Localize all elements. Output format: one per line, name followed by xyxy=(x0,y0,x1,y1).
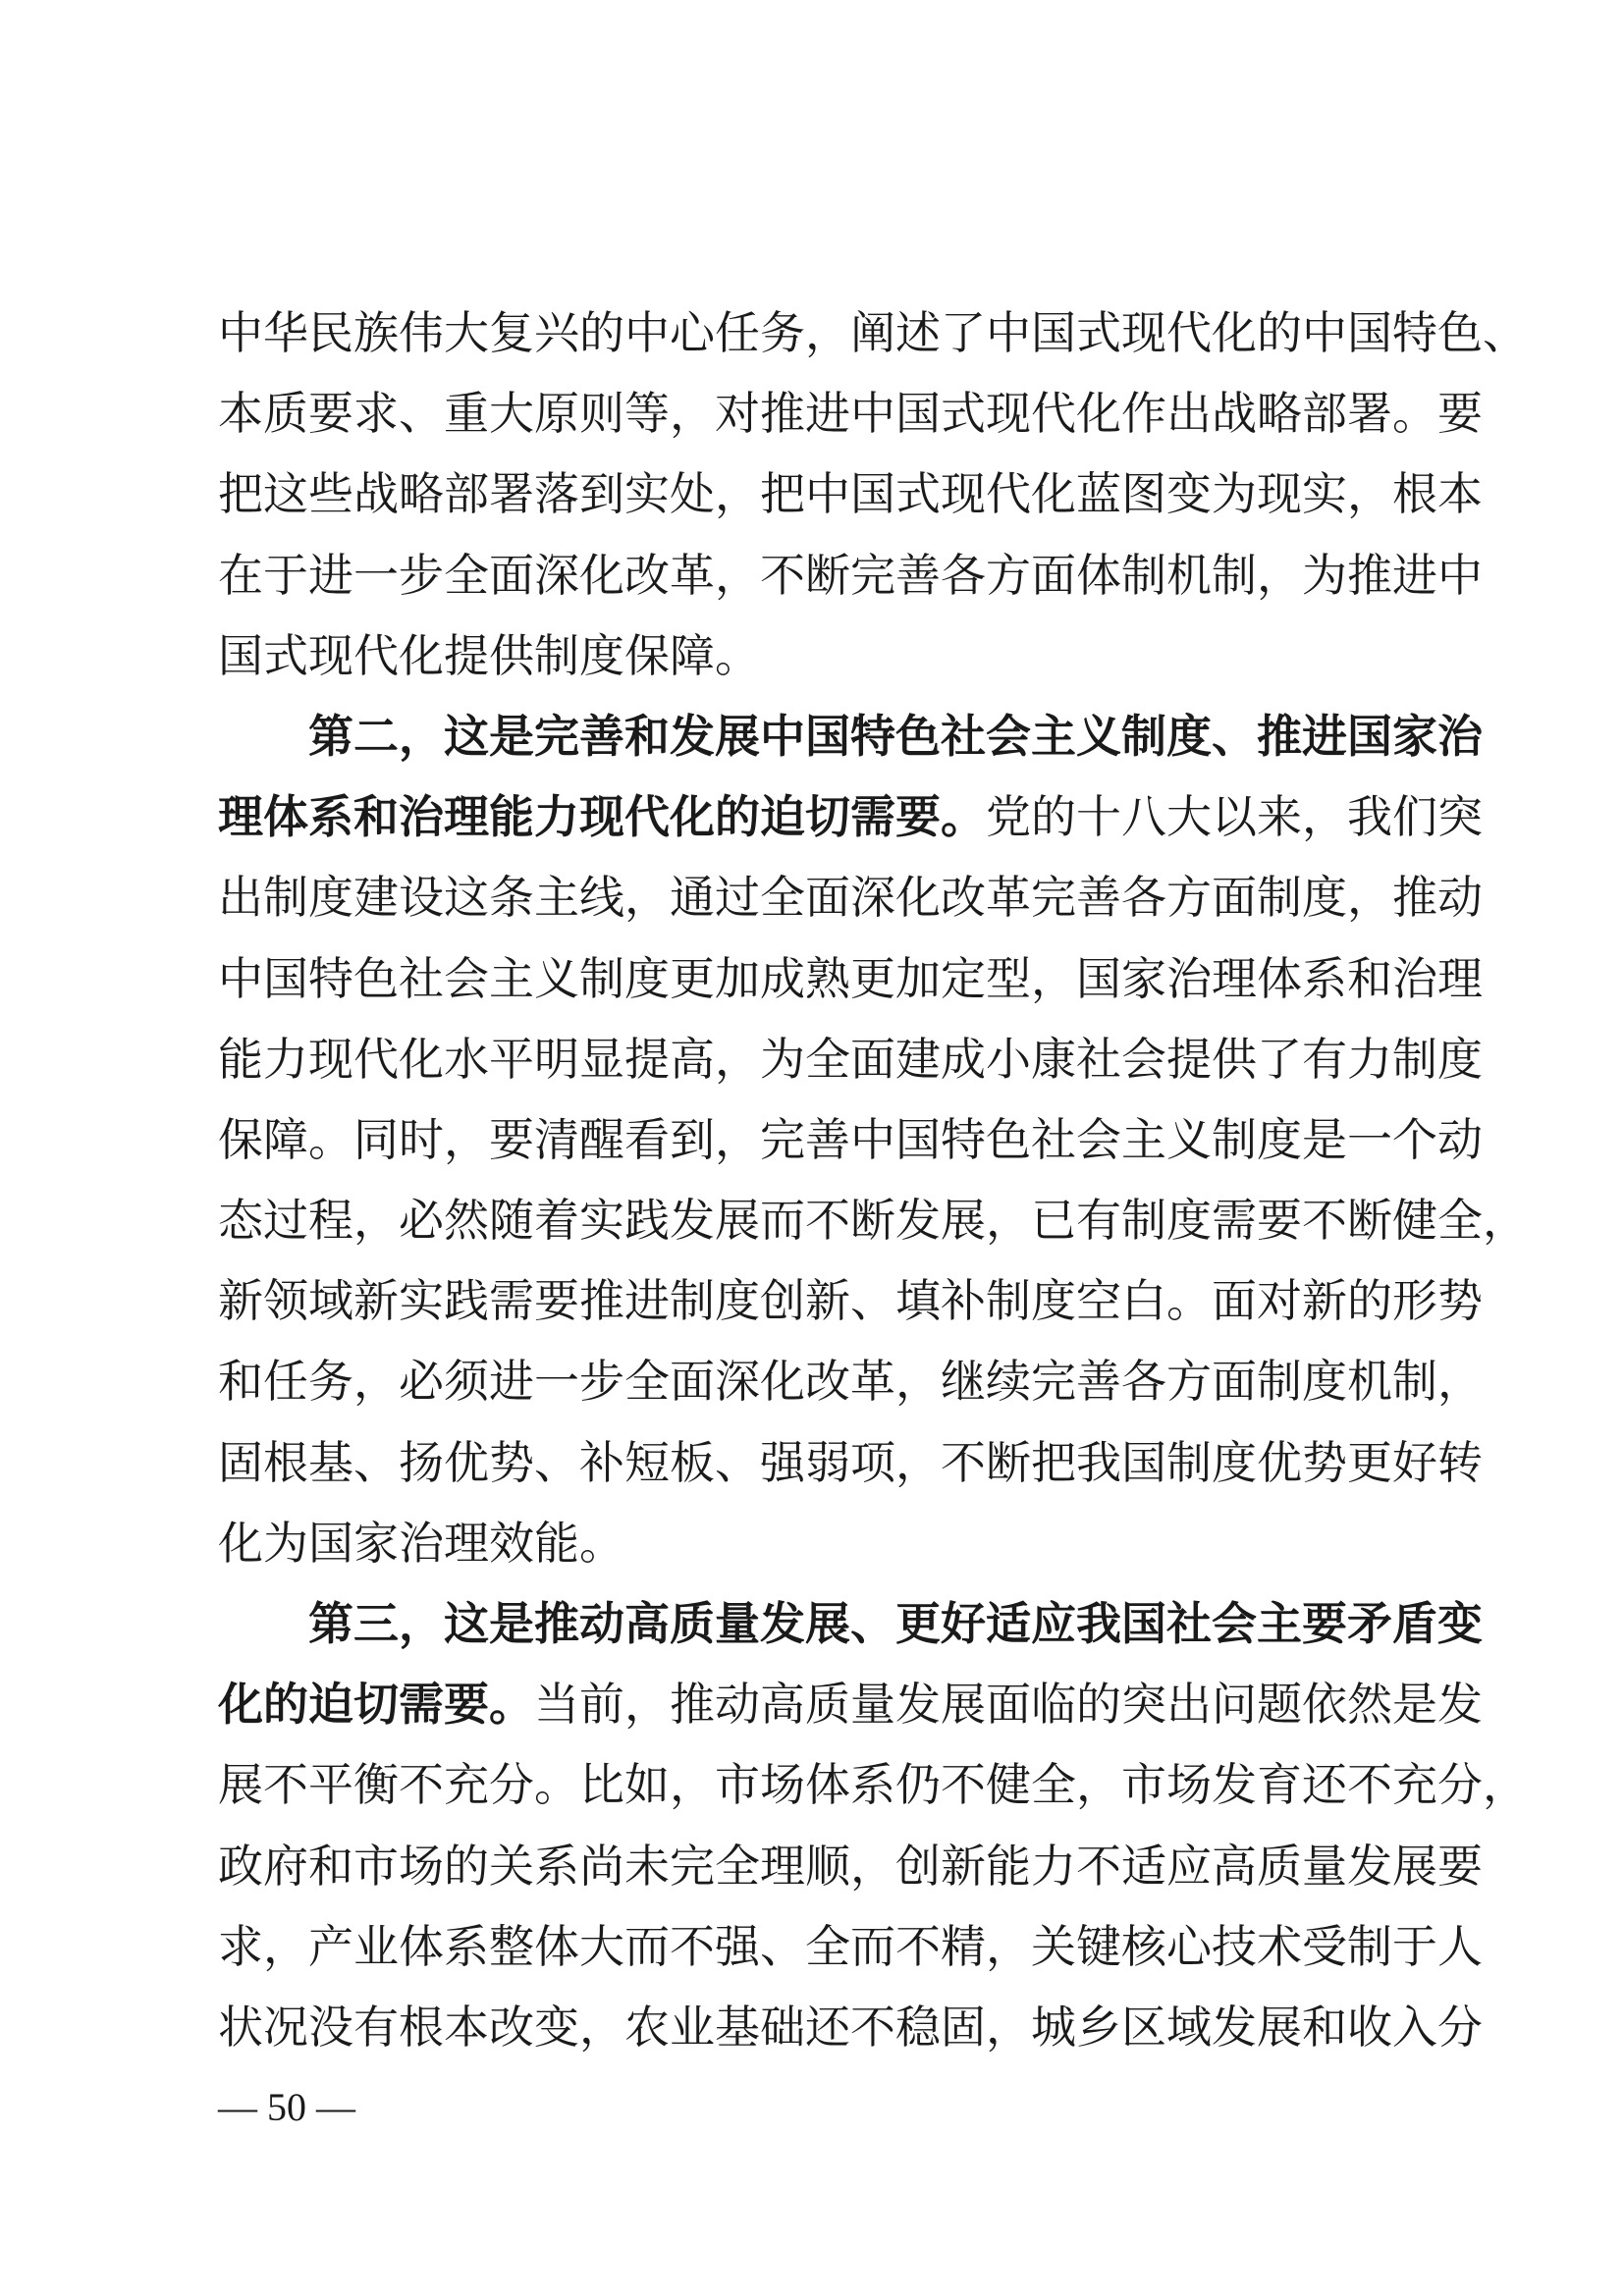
text-segment: 展不平衡不充分。比如，市场体系仍不健全，市场发育还不充分， xyxy=(218,1758,1528,1812)
text-line xyxy=(218,293,1528,373)
text-segment: 中国特色社会主义制度更加成熟更加定型，国家治理体系和治理 xyxy=(218,951,1483,1005)
text-segment: 党的十八大以来，我们突 xyxy=(986,790,1483,844)
text-line xyxy=(218,1019,1483,1099)
text-segment: 中华民族伟大复兴的中心任务，阐述了中国式现代化的中国特色、 xyxy=(218,306,1528,359)
text-segment: 当前，推动高质量发展面临的突出问题依然是发 xyxy=(534,1678,1483,1732)
text-segment: 化为国家治理效能。 xyxy=(218,1516,624,1570)
text-segment: 态过程，必然随着实践发展而不断发展，已有制度需要不断健全， xyxy=(218,1194,1528,1248)
text-line xyxy=(218,1664,1483,1744)
text-line xyxy=(218,1744,1528,1825)
text-segment: 新领域新实践需要推进制度创新、填补制度空白。面对新的形势 xyxy=(218,1274,1483,1328)
text-line xyxy=(218,1180,1528,1260)
text-line xyxy=(218,938,1483,1019)
text-segment: 国式现代化提供制度保障。 xyxy=(218,628,760,682)
paragraph xyxy=(218,293,1528,696)
text-segment: 固根基、扬优势、补短板、强弱项，不断把我国制度优势更好转 xyxy=(218,1435,1483,1489)
paragraph xyxy=(218,1583,1528,2067)
text-segment: 保障。同时，要清醒看到，完善中国特色社会主义制度是一个动 xyxy=(218,1112,1483,1166)
text-line xyxy=(218,1906,1483,1987)
text-line xyxy=(218,535,1483,615)
text-segment: 和任务，必须进一步全面深化改革，继续完善各方面制度机制， xyxy=(218,1355,1483,1409)
text-segment: 把这些战略部署落到实处，把中国式现代化蓝图变为现实，根本 xyxy=(218,467,1483,521)
text-line xyxy=(218,696,1483,776)
page-number: — 50 — xyxy=(218,2085,355,2129)
text-line xyxy=(218,1099,1483,1180)
text-line xyxy=(218,615,1435,696)
text-line xyxy=(218,857,1483,937)
text-line xyxy=(218,1503,1435,1583)
text-segment: 能力现代化水平明显提高，为全面建成小康社会提供了有力制度 xyxy=(218,1032,1483,1086)
text-segment: 状况没有根本改变，农业基础还不稳固，城乡区域发展和收入分 xyxy=(218,2000,1483,2054)
text-line xyxy=(218,1260,1483,1341)
bold-heading-segment: 第二，这是完善和发展中国特色社会主义制度、推进国家治 xyxy=(308,709,1483,763)
text-line xyxy=(218,1826,1483,1906)
text-segment: 本质要求、重大原则等，对推进中国式现代化作出战略部署。要 xyxy=(218,387,1483,441)
text-line xyxy=(218,776,1483,857)
bold-heading-segment: 化的迫切需要。 xyxy=(218,1678,534,1732)
text-line xyxy=(218,373,1483,454)
text-line xyxy=(218,1583,1483,1664)
text-segment: 在于进一步全面深化改革，不断完善各方面体制机制，为推进中 xyxy=(218,548,1483,602)
text-line xyxy=(218,1341,1483,1421)
body-text xyxy=(218,293,1528,2067)
text-line xyxy=(218,1422,1483,1503)
text-segment: 出制度建设这条主线，通过全面深化改革完善各方面制度，推动 xyxy=(218,871,1483,925)
text-line xyxy=(218,1987,1483,2067)
text-line xyxy=(218,454,1483,534)
bold-heading-segment: 第三，这是推动高质量发展、更好适应我国社会主要矛盾变 xyxy=(308,1597,1483,1650)
bold-heading-segment: 理体系和治理能力现代化的迫切需要。 xyxy=(218,790,986,844)
text-segment: 求，产业体系整体大而不强、全而不精，关键核心技术受制于人 xyxy=(218,1919,1483,1973)
paragraph xyxy=(218,696,1528,1583)
text-segment: 政府和市场的关系尚未完全理顺，创新能力不适应高质量发展要 xyxy=(218,1839,1483,1893)
